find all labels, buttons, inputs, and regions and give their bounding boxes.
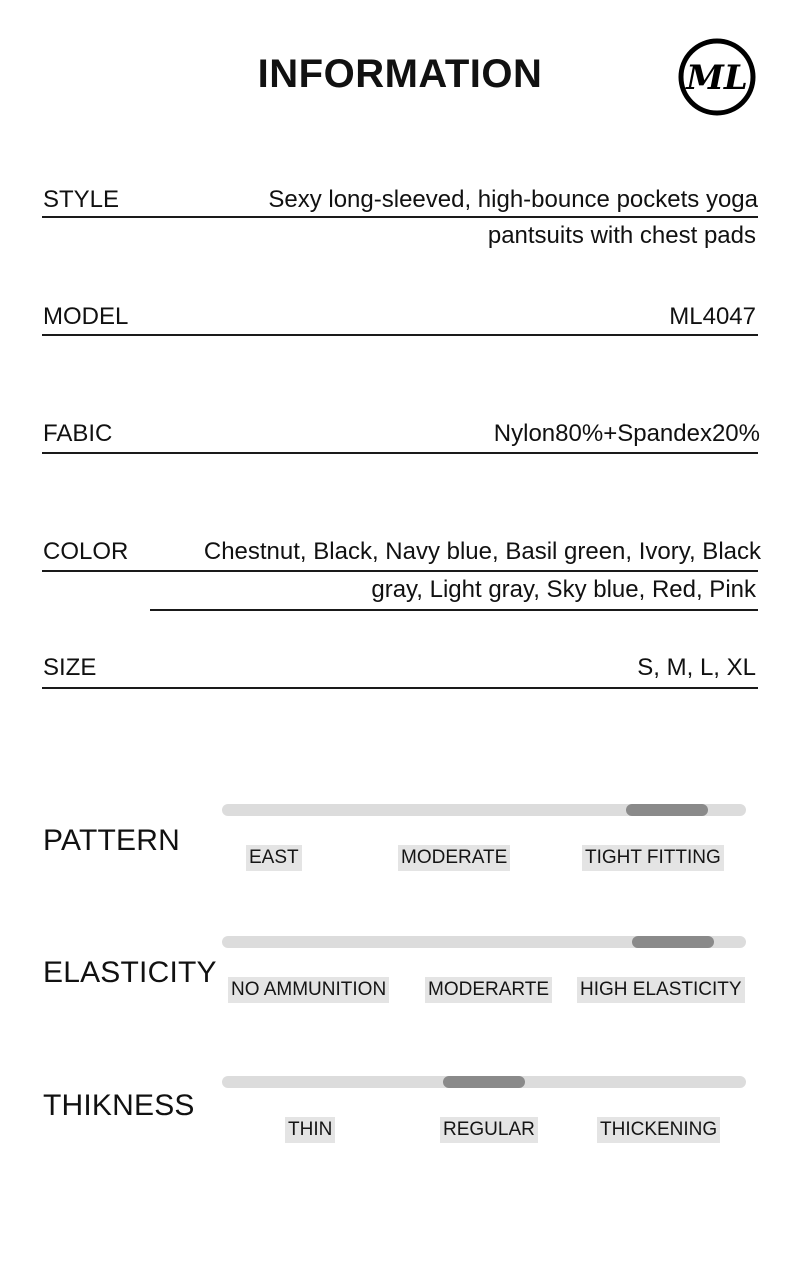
ml-monogram-logo (677, 37, 757, 117)
model-label: MODEL (43, 303, 129, 330)
size-value: S, M, L, XL (637, 654, 756, 681)
divider (42, 570, 758, 572)
color-label: COLOR (43, 538, 129, 565)
elasticity-label: ELASTICITY (43, 956, 217, 989)
elasticity-option-moderarte: MODERARTE (425, 977, 552, 1003)
logo-text: ML (686, 58, 748, 98)
size-label: SIZE (43, 654, 97, 681)
divider (42, 452, 758, 454)
elasticity-option-high-elasticity: HIGH ELASTICITY (577, 977, 745, 1003)
elasticity-slider-knob (632, 936, 714, 948)
page-title: INFORMATION (257, 52, 543, 96)
fabric-value: Nylon80%+Spandex20% (493, 420, 760, 447)
fabric-label: FABIC (43, 420, 113, 447)
pattern-slider-knob (626, 804, 708, 816)
model-value: ML4047 (669, 303, 756, 330)
pattern-slider-track (222, 804, 746, 816)
divider (42, 216, 758, 218)
style-label: STYLE (43, 186, 120, 213)
divider (42, 334, 758, 336)
pattern-option-tight-fitting: TIGHT FITTING (582, 845, 724, 871)
divider (42, 687, 758, 689)
pattern-option-east: EAST (246, 845, 302, 871)
color-value-line2: gray, Light gray, Sky blue, Red, Pink (371, 576, 756, 603)
style-value-line1: Sexy long-sleeved, high-bounce pockets yoga (268, 186, 758, 213)
pattern-option-moderate: MODERATE (398, 845, 510, 871)
style-value-line2: pantsuits with chest pads (487, 222, 756, 249)
color-value-line1: Chestnut, Black, Navy blue, Basil green, Ivory, Black (203, 538, 761, 565)
thickness-option-thickening: THICKENING (597, 1117, 720, 1143)
thickness-option-regular: REGULAR (440, 1117, 538, 1143)
thickness-slider-knob (443, 1076, 525, 1088)
pattern-label: PATTERN (43, 824, 180, 857)
elasticity-option-no-ammunition: NO AMMUNITION (228, 977, 389, 1003)
divider (150, 609, 758, 611)
elasticity-slider-track (222, 936, 746, 948)
thickness-option-thin: THIN (285, 1117, 335, 1143)
thickness-label: THIKNESS (43, 1089, 195, 1122)
thickness-slider-track (222, 1076, 746, 1088)
